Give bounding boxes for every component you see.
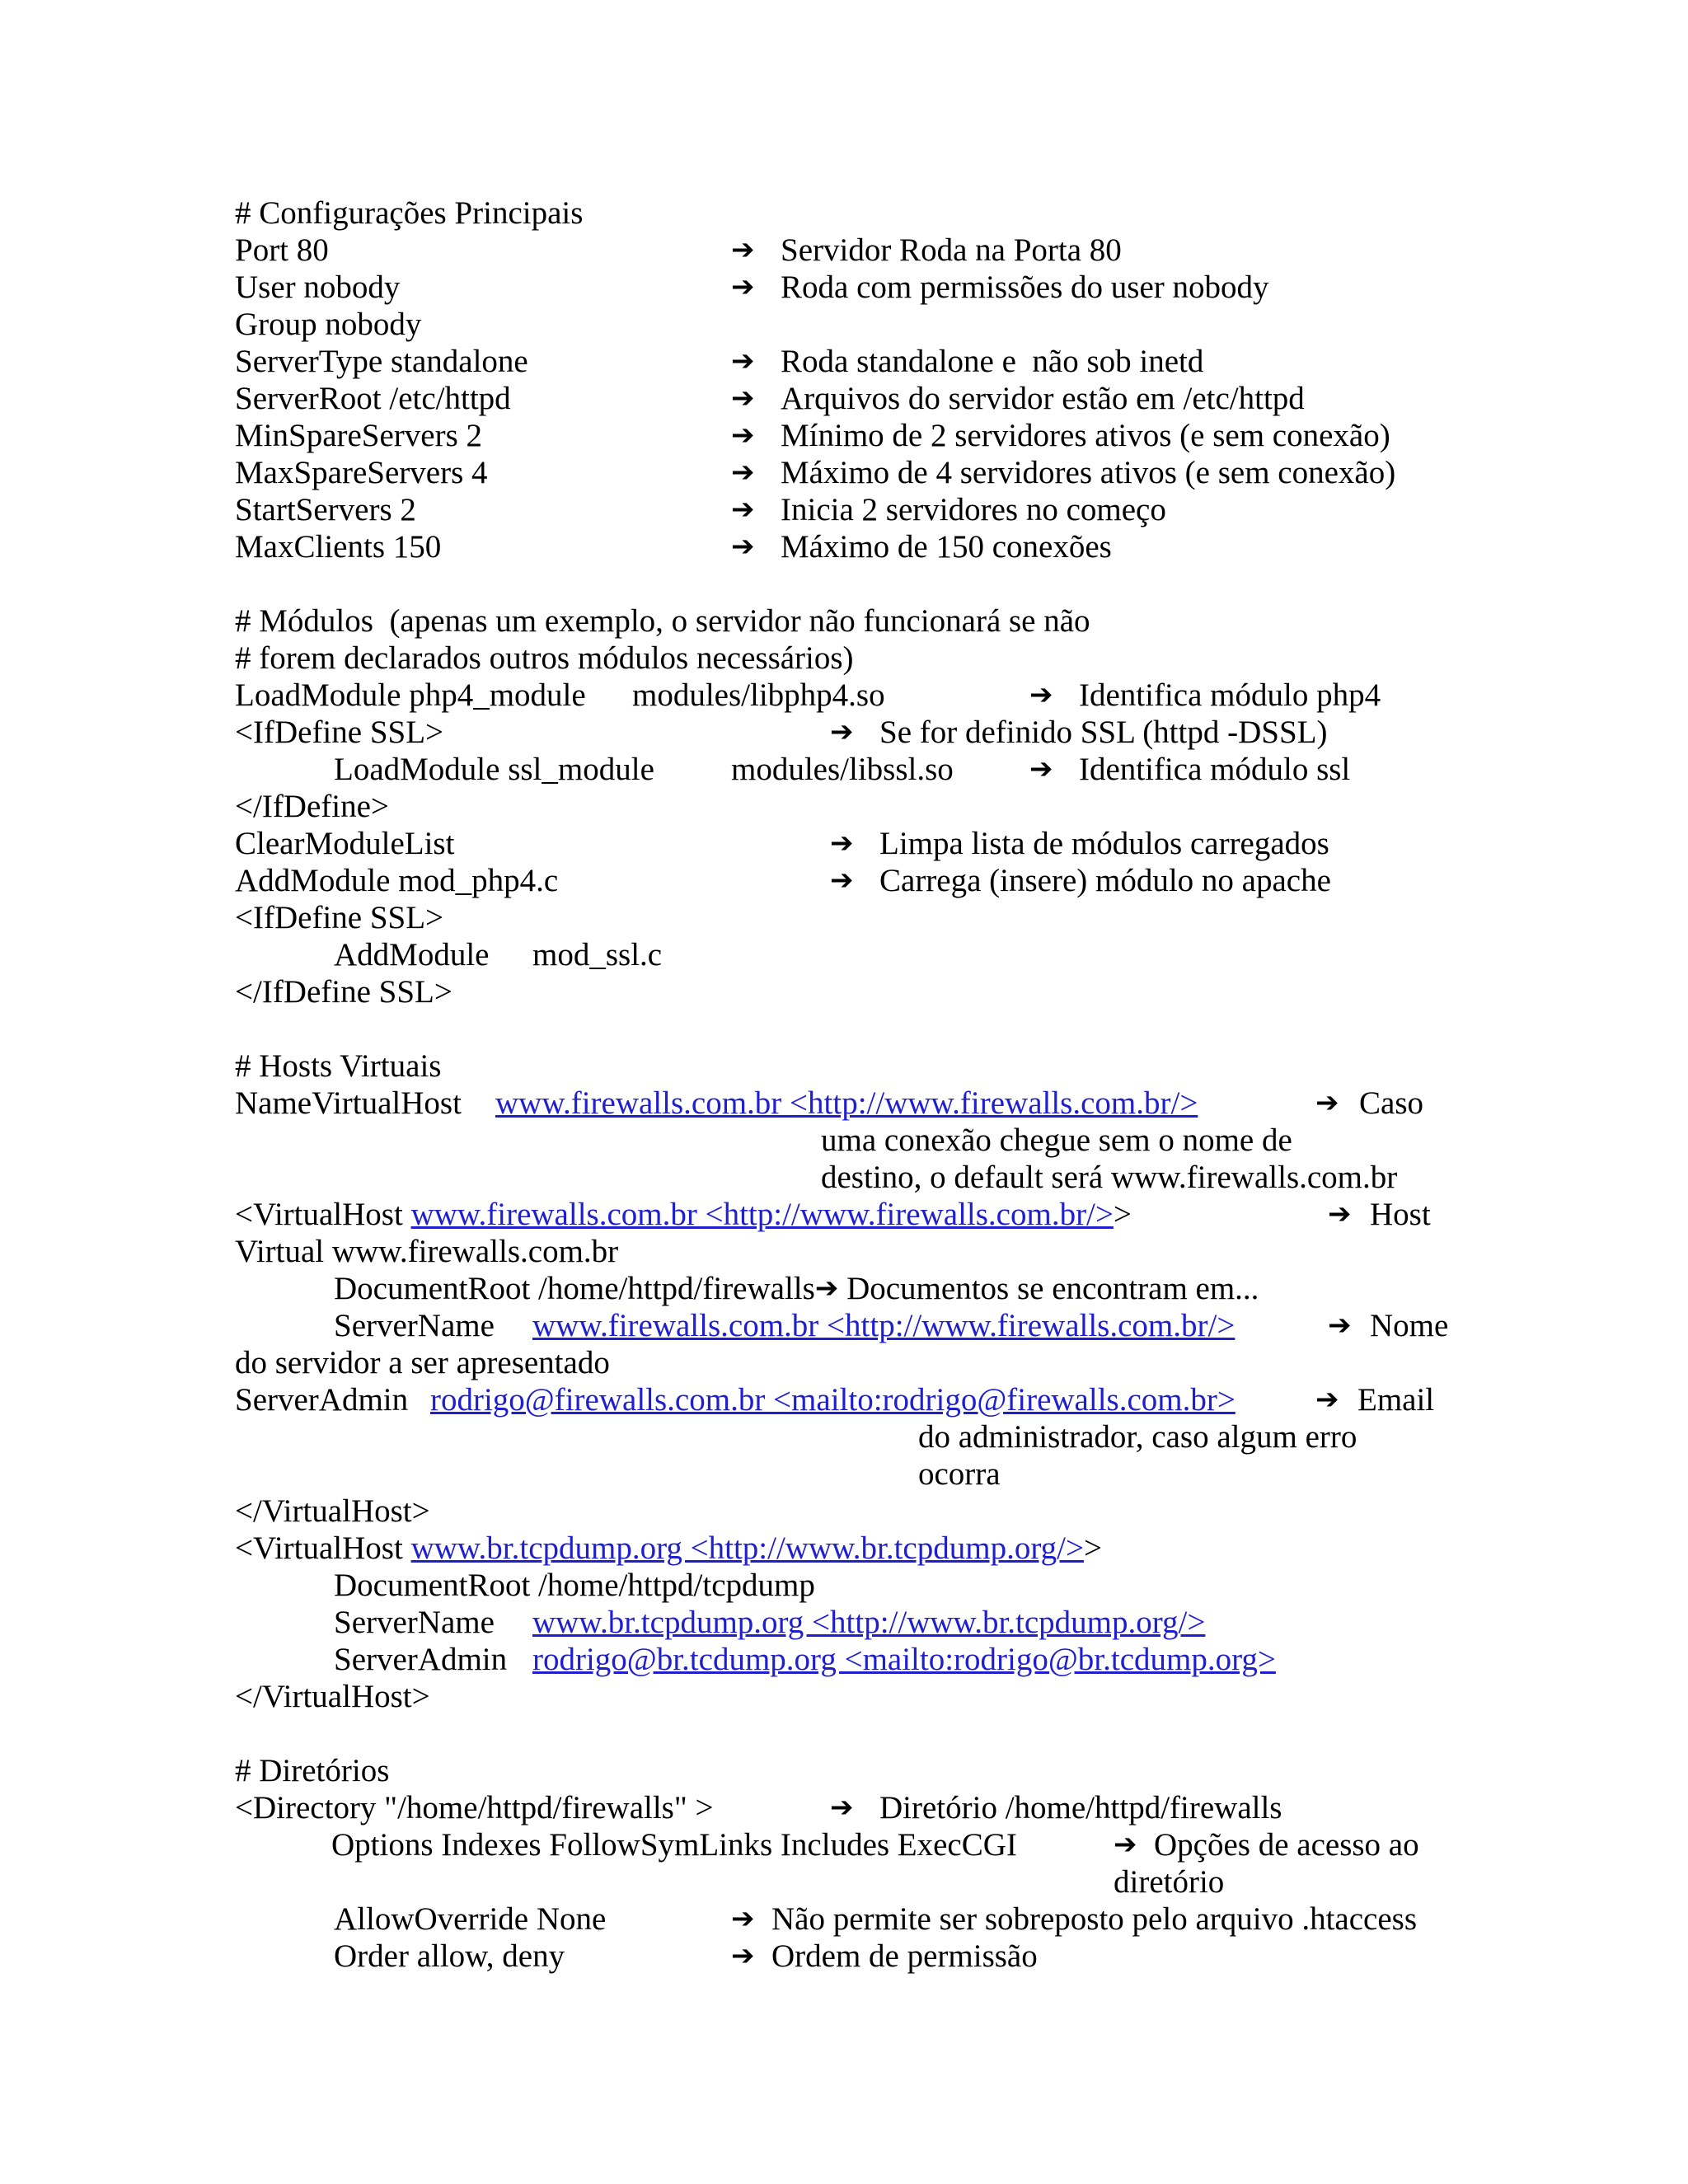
vh1-documentroot: DocumentRoot /home/httpd/firewalls➔ Documentos se encontram em... (334, 1271, 1259, 1306)
namevirtualhost-link[interactable]: www.firewalls.com.br <http://www.firewalls.com.br/> (495, 1085, 1198, 1121)
desc-options-1: Opções de acesso ao (1154, 1827, 1419, 1863)
desc-user: Roda com permissões do user nobody (781, 269, 1269, 305)
vh2-serveradmin-link[interactable]: rodrigo@br.tcdump.org <mailto:rodrigo@br.tcdump.org> (532, 1642, 1276, 1677)
arrow-icon: ➔ (1315, 1383, 1339, 1416)
desc-addmodule-php: Carrega (insere) módulo no apache (879, 863, 1331, 898)
desc-maxspare: Máximo de 4 servidores ativos (e sem conexão) (781, 455, 1396, 490)
desc-vh1-servername-1: Nome (1370, 1308, 1449, 1343)
directive-maxclients: MaxClients 150 (235, 529, 442, 565)
addmodule-ssl: AddModule (334, 937, 490, 972)
virtualhost-1-open: <VirtualHost www.firewalls.com.br <http://www.firewalls.com.br/>> (235, 1197, 1132, 1232)
arrow-icon: ➔ (731, 382, 755, 415)
arrow-icon: ➔ (731, 530, 755, 563)
directive-minspare: MinSpareServers 2 (235, 418, 483, 453)
desc-vh1-2: Virtual www.firewalls.com.br (235, 1234, 619, 1269)
arrow-icon: ➔ (731, 344, 755, 377)
vh2-servername-link[interactable]: www.br.tcpdump.org <http://www.br.tcpdump.org/> (532, 1605, 1206, 1640)
directive-serverroot: ServerRoot /etc/httpd (235, 381, 511, 416)
arrow-icon: ➔ (731, 233, 755, 266)
vh1-servername: ServerName (334, 1308, 495, 1343)
desc-servertype: Roda standalone e não sob inetd (781, 344, 1204, 379)
desc-directory: Diretório /home/httpd/firewalls (879, 1790, 1282, 1825)
options-line: Options Indexes FollowSymLinks Includes ExecCGI (331, 1827, 1017, 1863)
desc-order: Ordem de permissão (771, 1938, 1038, 1974)
loadmodule-php: LoadModule php4_module (235, 677, 586, 713)
arrow-icon: ➔ (731, 456, 755, 489)
desc-nvh-1: Caso (1359, 1085, 1423, 1121)
section-heading-modules: # Módulos (apenas um exemplo, o servidor não funcionará se não (235, 603, 1090, 639)
addmodule-php: AddModule mod_php4.c (235, 863, 559, 898)
arrow-icon: ➔ (1315, 1086, 1339, 1119)
arrow-icon: ➔ (830, 715, 854, 748)
virtualhost-2-end: </VirtualHost> (235, 1679, 430, 1714)
desc-maxclients: Máximo de 150 conexões (781, 529, 1112, 565)
desc-options-2: diretório (1114, 1864, 1225, 1900)
directory-open: <Directory "/home/httpd/firewalls" > (235, 1790, 714, 1825)
arrow-icon: ➔ (814, 1272, 839, 1305)
desc-vh1-serveradmin-3: ocorra (918, 1456, 1001, 1492)
section-heading-main: # Configurações Principais (235, 195, 584, 231)
directive-servertype: ServerType standalone (235, 344, 528, 379)
directive-maxspare: MaxSpareServers 4 (235, 455, 488, 490)
order-line: Order allow, deny (334, 1938, 565, 1974)
ifdefine-ssl-2: <IfDefine SSL> (235, 900, 444, 935)
arrow-icon: ➔ (830, 1791, 854, 1824)
section-heading-dirs: # Diretórios (235, 1753, 390, 1788)
endifdefine: </IfDefine> (235, 789, 389, 824)
directive-group: Group nobody (235, 307, 422, 342)
arrow-icon: ➔ (731, 270, 755, 303)
desc-nvh-2: uma conexão chegue sem o nome de (821, 1122, 1292, 1158)
vh1-serveradmin: ServerAdmin (235, 1382, 409, 1418)
arrow-icon: ➔ (1029, 678, 1053, 711)
desc-vh1-servername-2: do servidor a ser apresentado (235, 1345, 610, 1380)
section-heading-modules-cont: # forem declarados outros módulos necessários) (235, 640, 854, 676)
namevirtualhost: NameVirtualHost (235, 1085, 462, 1121)
endifdefine-ssl: </IfDefine SSL> (235, 974, 452, 1010)
arrow-icon: ➔ (1114, 1828, 1137, 1861)
virtualhost-1-link[interactable]: www.firewalls.com.br <http://www.firewalls.com.br/> (410, 1197, 1114, 1232)
directive-startservers: StartServers 2 (235, 492, 416, 527)
desc-vh1-1: Host (1370, 1197, 1431, 1232)
arrow-icon: ➔ (731, 493, 755, 526)
directive-user: User nobody (235, 269, 401, 305)
desc-clear-module-list: Limpa lista de módulos carregados (879, 826, 1329, 861)
addmodule-ssl-file: mod_ssl.c (532, 937, 663, 972)
loadmodule-php-path: modules/libphp4.so (632, 677, 885, 713)
virtualhost-2-link[interactable]: www.br.tcpdump.org <http://www.br.tcpdump.org/> (410, 1530, 1084, 1566)
desc-vh1-serveradmin-2: do administrador, caso algum erro (918, 1419, 1357, 1455)
desc-allowoverride: Não permite ser sobreposto pelo arquivo .htaccess (771, 1901, 1418, 1937)
vh1-servername-link[interactable]: www.firewalls.com.br <http://www.firewalls.com.br/> (532, 1308, 1236, 1343)
desc-vh1-serveradmin-1: Email (1357, 1382, 1435, 1418)
loadmodule-ssl-path: modules/libssl.so (731, 752, 954, 787)
arrow-icon: ➔ (830, 827, 854, 860)
directive-port: Port 80 (235, 232, 329, 268)
arrow-icon: ➔ (1029, 752, 1053, 785)
desc-startservers: Inicia 2 servidores no começo (781, 492, 1166, 527)
desc-minspare: Mínimo de 2 servidores ativos (e sem conexão) (781, 418, 1390, 453)
vh2-servername: ServerName (334, 1605, 495, 1640)
loadmodule-ssl: LoadModule ssl_module (334, 752, 654, 787)
ifdefine-ssl: <IfDefine SSL> (235, 715, 444, 750)
desc-loadmodule-ssl: Identifica módulo ssl (1079, 752, 1351, 787)
allowoverride-line: AllowOverride None (334, 1901, 607, 1937)
vh2-documentroot: DocumentRoot /home/httpd/tcpdump (334, 1568, 815, 1603)
desc-ifdefine-ssl: Se for definido SSL (httpd -DSSL) (879, 715, 1328, 750)
virtualhost-2-open: <VirtualHost www.br.tcpdump.org <http://www.br.tcpdump.org/>> (235, 1530, 1102, 1566)
desc-nvh-3: destino, o default será www.firewalls.com.br (821, 1160, 1398, 1195)
virtualhost-1-end: </VirtualHost> (235, 1493, 430, 1529)
desc-serverroot: Arquivos do servidor estão em /etc/httpd (781, 381, 1305, 416)
vh2-serveradmin: ServerAdmin (334, 1642, 508, 1677)
section-heading-vhosts: # Hosts Virtuais (235, 1048, 442, 1084)
arrow-icon: ➔ (1328, 1197, 1352, 1230)
vh1-serveradmin-link[interactable]: rodrigo@firewalls.com.br <mailto:rodrigo@firewalls.com.br> (430, 1382, 1236, 1418)
arrow-icon: ➔ (731, 1902, 755, 1935)
arrow-icon: ➔ (731, 1939, 755, 1972)
arrow-icon: ➔ (731, 419, 755, 452)
clear-module-list: ClearModuleList (235, 826, 455, 861)
arrow-icon: ➔ (830, 864, 854, 897)
desc-port: Servidor Roda na Porta 80 (781, 232, 1122, 268)
desc-loadmodule-php: Identifica módulo php4 (1079, 677, 1381, 713)
arrow-icon: ➔ (1328, 1309, 1352, 1342)
